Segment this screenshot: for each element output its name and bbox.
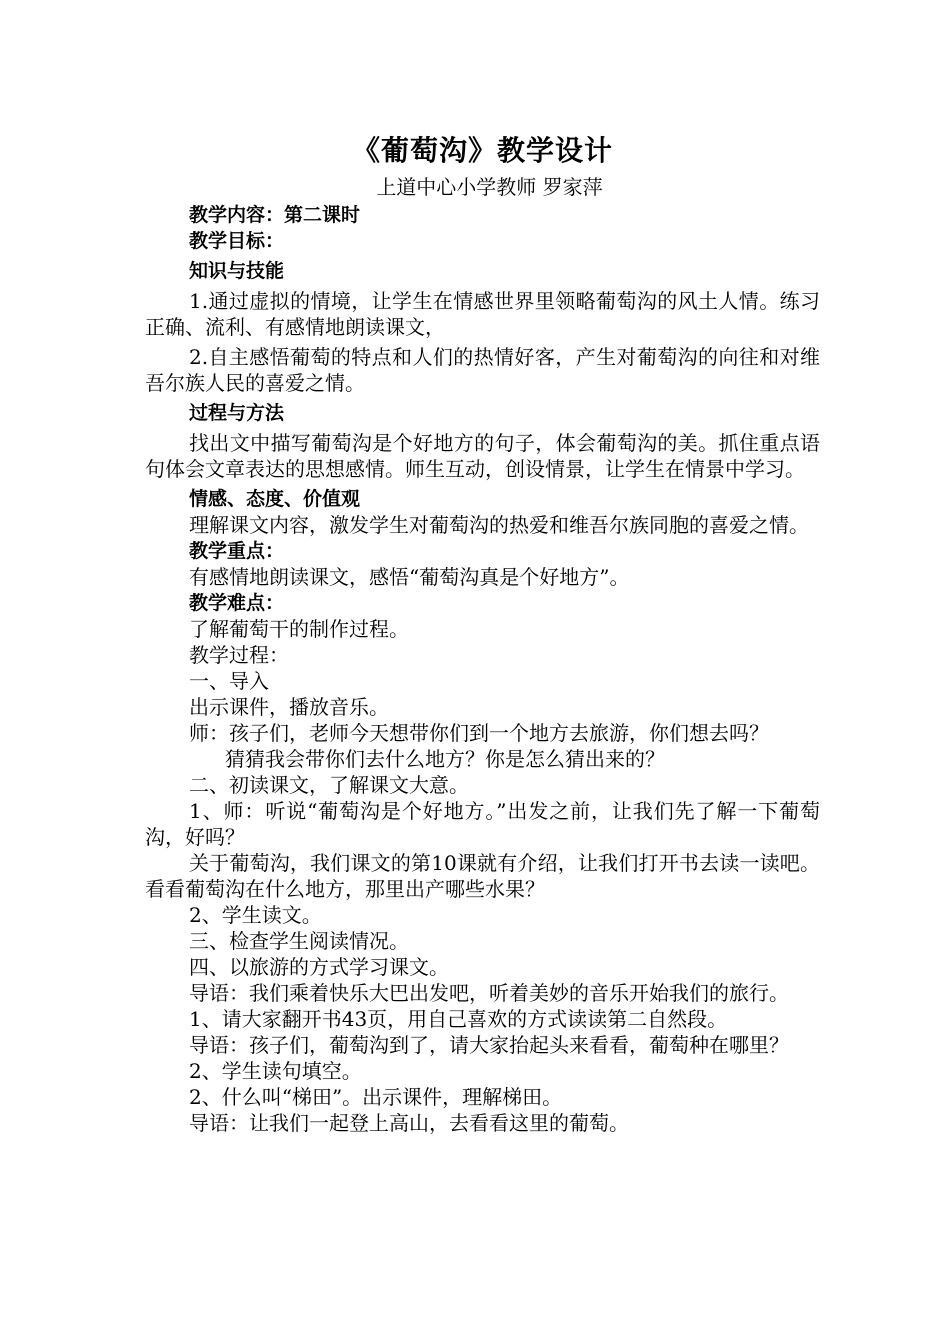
document-author: 上道中心小学教师 罗家萍: [376, 175, 603, 199]
step-1-courseware: 出示课件，播放音乐。: [189, 695, 389, 719]
paragraph-emotion-values: 理解课文内容，激发学生对葡萄沟的热爱和维吾尔族同胞的喜爱之情。: [189, 513, 809, 537]
heading-key-points: 教学重点：: [189, 540, 285, 562]
document-title: 《葡萄沟》教学设计: [351, 134, 613, 167]
paragraph-goal-1: 1.通过虚拟的情境，让学生在情感世界里领略葡萄沟的风土人情。练习正确、流利、有感情地朗读课文，: [145, 289, 820, 339]
heading-teaching-goals: 教学目标：: [189, 230, 285, 252]
step-2-lesson-10: 关于葡萄沟，我们课文的第10课就有介绍，让我们打开书去读一读吧。看看葡萄沟在什么地方，那里出产哪些水果？: [145, 851, 820, 901]
step-4-travel-learning: 四、以旅游的方式学习课文。: [189, 955, 449, 979]
step-4-guide-climb: 导语：让我们一起登上高山，去看看这里的葡萄。: [189, 1111, 629, 1135]
heading-knowledge-skills: 知识与技能: [189, 260, 285, 282]
heading-process-method: 过程与方法: [189, 402, 285, 424]
step-4-guide-bus: 导语：我们乘着快乐大巴出发吧，听着美妙的音乐开始我们的旅行。: [189, 981, 789, 1005]
step-1-intro: 一、导入: [189, 669, 269, 693]
step-2-first-reading: 二、初读课文，了解课文大意。: [189, 773, 469, 797]
step-4-terraces: 2、什么叫“梯田”。出示课件，理解梯田。: [189, 1085, 563, 1109]
paragraph-process-method: 找出文中描写葡萄沟是个好地方的句子，体会葡萄沟的美。抓住重点语句体会文章表达的思想感情。师生互动，创设情景，让学生在情景中学习。: [145, 431, 820, 481]
heading-difficult-points: 教学难点：: [189, 592, 285, 614]
paragraph-difficult-points: 了解葡萄干的制作过程。: [189, 617, 409, 641]
step-1-teacher-question: 师：孩子们，老师今天想带你们到一个地方去旅游，你们想去吗？: [189, 721, 769, 745]
paragraph-goal-2: 2.自主感悟葡萄的特点和人们的热情好客，产生对葡萄沟的向往和对维吾尔族人民的喜爱之情。: [145, 345, 820, 395]
step-4-fill-blank: 2、学生读句填空。: [189, 1059, 362, 1083]
step-2-students-read: 2、学生读文。: [189, 903, 322, 927]
step-4-open-book: 1、请大家翻开书43页，用自己喜欢的方式读读第二自然段。: [189, 1007, 728, 1031]
heading-teaching-content: 教学内容：第二课时: [189, 204, 361, 226]
teaching-process-label: 教学过程：: [189, 643, 289, 667]
step-2-teacher-intro: 1、师：听说“葡萄沟是个好地方。”出发之前，让我们先了解一下葡萄沟，好吗？: [145, 799, 820, 849]
paragraph-key-points: 有感情地朗读课文，感悟“葡萄沟真是个好地方”。: [189, 565, 630, 589]
document-body: [145, 132, 820, 1136]
step-1-guess: 猜猜我会带你们去什么地方？你是怎么猜出来的？: [225, 747, 665, 771]
step-3-check-reading: 三、检查学生阅读情况。: [189, 929, 409, 953]
step-4-guide-arrived: 导语：孩子们，葡萄沟到了，请大家抬起头来看看，葡萄种在哪里？: [189, 1033, 789, 1057]
heading-emotion-values: 情感、态度、价值观: [189, 488, 361, 510]
